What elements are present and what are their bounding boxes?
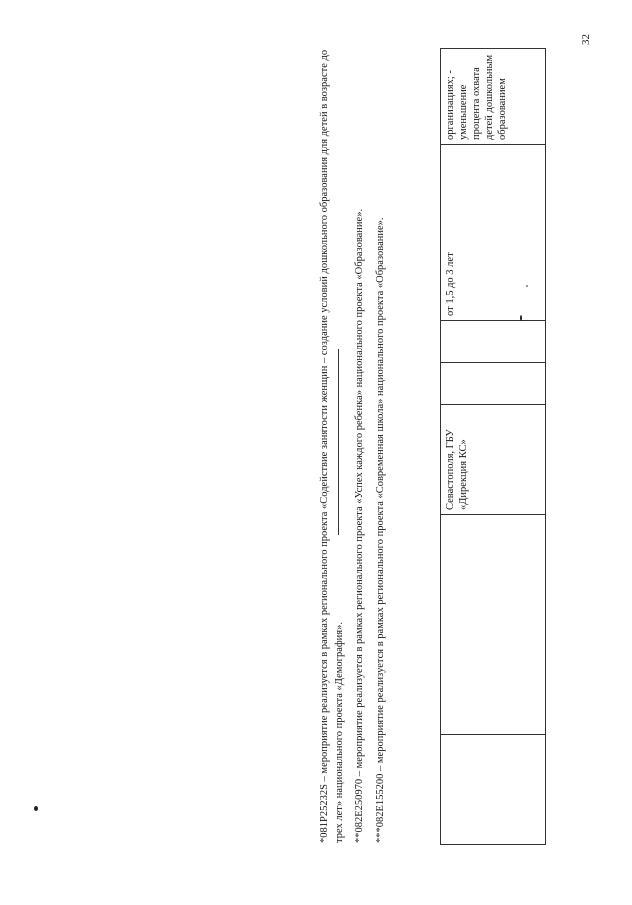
table-cell [441, 321, 546, 363]
scan-speck [520, 315, 522, 321]
table-cell: Севастополя, ГБУ «Дирекция КС» [441, 405, 546, 515]
footnote-1: *081P25232S – мероприятие реализуется в рамках регионального проекта «Содействие занятости женщин – создание условий дошкольного образования для детей в возрасте до трех лет» национального проекта «Демография». [319, 49, 345, 843]
program-table [440, 48, 546, 845]
table-row [441, 49, 546, 845]
table-cell: организациях; - уменьшение процента охвата детей дошкольным образованием [441, 49, 546, 145]
scan-speck [526, 285, 528, 287]
footnote-3: ***082E155200 – мероприятие реализуется в рамках регионального проекта «Современная школа» национального проекта «Образование». [374, 217, 386, 843]
table-cell [441, 363, 546, 405]
footnote-2: **082E250970 – мероприятие реализуется в рамках регионального проекта «Успех каждого ребенка» национального проекта «Образование». [354, 208, 365, 843]
footnotes [318, 43, 394, 843]
table-cell [441, 735, 546, 845]
scan-speck [34, 806, 38, 811]
page-number: 32 [580, 34, 592, 45]
table-cell [441, 515, 546, 735]
table-cell: от 1,5 до 3 лет [441, 145, 546, 321]
